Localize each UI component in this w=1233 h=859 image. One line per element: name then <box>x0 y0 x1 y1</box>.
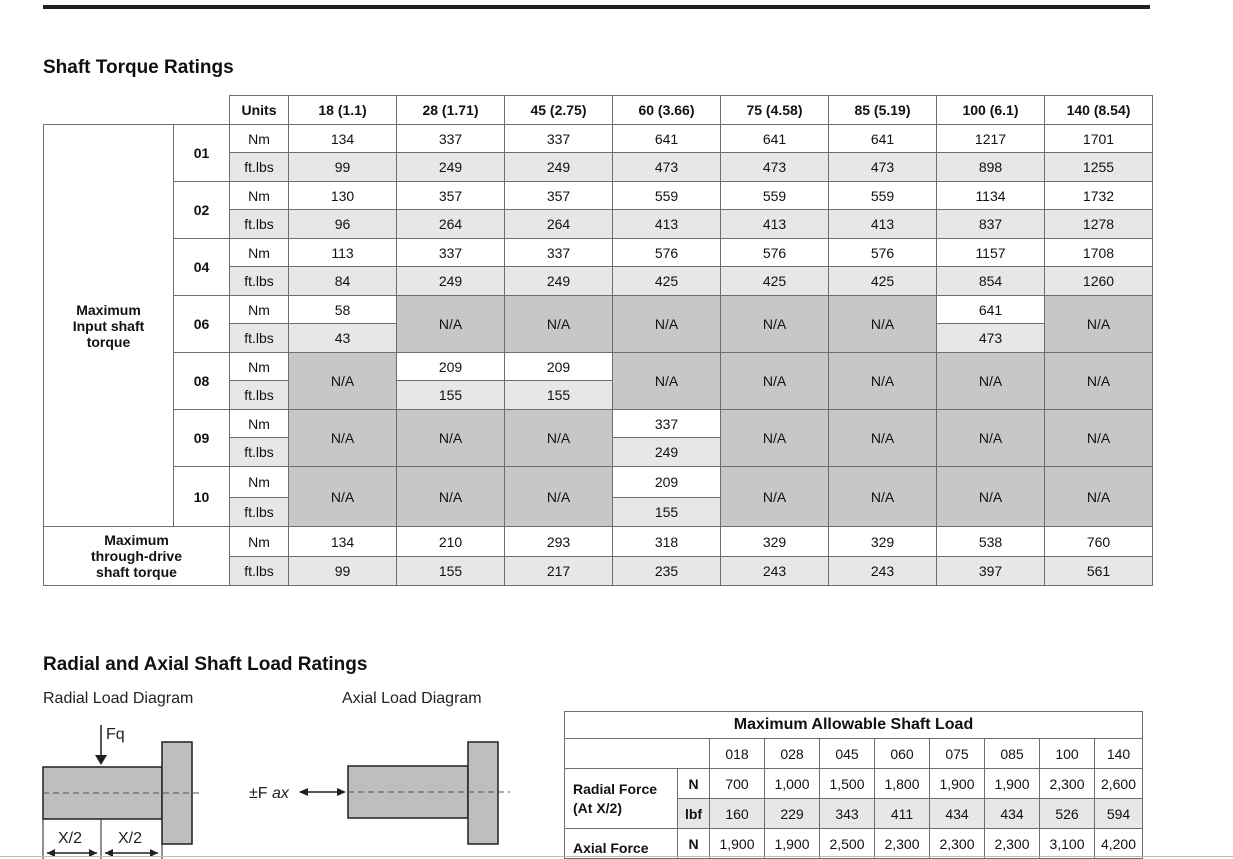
torque-value-nm: 337 <box>505 239 613 267</box>
shaft-code: 06 <box>174 296 230 353</box>
torque-value-ftlbs: 898 <box>937 153 1045 182</box>
torque-value-ftlbs: 249 <box>397 267 505 296</box>
through-value-ftlbs: 243 <box>829 557 937 586</box>
not-available-cell: N/A <box>505 467 613 527</box>
not-available-cell: N/A <box>289 353 397 410</box>
torque-value-ftlbs: 1260 <box>1045 267 1153 296</box>
torque-value-nm: 641 <box>613 125 721 153</box>
load-value: 434 <box>930 799 985 829</box>
unit-ftlbs: ft.lbs <box>230 210 289 239</box>
size-header: 28 (1.71) <box>397 96 505 125</box>
torque-value-nm: 1157 <box>937 239 1045 267</box>
load-row <box>565 769 1143 799</box>
not-available-cell: N/A <box>721 467 829 527</box>
section-title-loads: Radial and Axial Shaft Load Ratings <box>43 654 368 675</box>
unit-ftlbs: ft.lbs <box>230 557 289 586</box>
torque-value-ftlbs: 249 <box>505 267 613 296</box>
torque-value-nm: 641 <box>721 125 829 153</box>
through-row-nm <box>44 527 1153 557</box>
not-available-cell: N/A <box>937 467 1045 527</box>
load-value: 3,100 <box>1040 829 1095 859</box>
blank-corner <box>44 96 230 125</box>
torque-value-nm: 113 <box>289 239 397 267</box>
torque-value-ftlbs: 425 <box>613 267 721 296</box>
load-value: 2,300 <box>985 829 1040 859</box>
torque-value-ftlbs: 96 <box>289 210 397 239</box>
axial-flange <box>468 742 498 844</box>
load-header-blank <box>565 739 710 769</box>
torque-value-nm: 209 <box>505 353 613 381</box>
torque-row-nm <box>44 125 1153 153</box>
fax-arrow-head-right <box>337 788 346 796</box>
fax-label: ±F ax <box>249 785 289 802</box>
load-value: 2,600 <box>1095 769 1143 799</box>
load-title-row <box>565 712 1143 739</box>
not-available-cell: N/A <box>829 296 937 353</box>
shaft-code: 01 <box>174 125 230 182</box>
torque-row-nm <box>44 239 1153 267</box>
load-size-header: 018 <box>710 739 765 769</box>
torque-row-nm <box>44 296 1153 324</box>
axial-diagram-label: Axial Load Diagram <box>342 690 482 707</box>
x-half-label-left: X/2 <box>58 830 83 847</box>
not-available-cell: N/A <box>721 353 829 410</box>
torque-value-ftlbs: 413 <box>829 210 937 239</box>
torque-value-nm: 130 <box>289 182 397 210</box>
unit-ftlbs: ft.lbs <box>230 381 289 410</box>
load-value: 434 <box>985 799 1040 829</box>
through-value-nm: 293 <box>505 527 613 557</box>
torque-value-ftlbs: 837 <box>937 210 1045 239</box>
torque-value-ftlbs: 473 <box>721 153 829 182</box>
unit-ftlbs: ft.lbs <box>230 438 289 467</box>
torque-value-nm: 559 <box>613 182 721 210</box>
torque-value-ftlbs: 264 <box>505 210 613 239</box>
torque-value-ftlbs: 264 <box>397 210 505 239</box>
not-available-cell: N/A <box>829 353 937 410</box>
torque-value-nm: 1708 <box>1045 239 1153 267</box>
load-unit: N <box>678 829 710 859</box>
axial-force-label: Axial Force <box>565 829 678 859</box>
torque-value-ftlbs: 425 <box>721 267 829 296</box>
torque-value-ftlbs: 99 <box>289 153 397 182</box>
load-table-title: Maximum Allowable Shaft Load <box>565 712 1143 739</box>
not-available-cell: N/A <box>1045 296 1153 353</box>
not-available-cell: N/A <box>397 410 505 467</box>
torque-value-nm: 559 <box>829 182 937 210</box>
torque-value-nm: 1732 <box>1045 182 1153 210</box>
torque-value-nm: 1134 <box>937 182 1045 210</box>
load-value: 526 <box>1040 799 1095 829</box>
not-available-cell: N/A <box>289 467 397 527</box>
size-header: 18 (1.1) <box>289 96 397 125</box>
torque-value-nm: 576 <box>829 239 937 267</box>
not-available-cell: N/A <box>721 296 829 353</box>
load-value: 1,900 <box>985 769 1040 799</box>
torque-value-nm: 357 <box>505 182 613 210</box>
through-value-ftlbs: 217 <box>505 557 613 586</box>
through-value-nm: 538 <box>937 527 1045 557</box>
torque-value-ftlbs: 473 <box>613 153 721 182</box>
through-value-ftlbs: 235 <box>613 557 721 586</box>
torque-header-row <box>44 96 1153 125</box>
torque-value-ftlbs: 249 <box>397 153 505 182</box>
torque-value-ftlbs: 1255 <box>1045 153 1153 182</box>
size-header: 45 (2.75) <box>505 96 613 125</box>
torque-value-nm: 58 <box>289 296 397 324</box>
load-size-header: 140 <box>1095 739 1143 769</box>
load-size-header: 045 <box>820 739 875 769</box>
through-value-nm: 318 <box>613 527 721 557</box>
shaft-code: 08 <box>174 353 230 410</box>
torque-value-ftlbs: 1278 <box>1045 210 1153 239</box>
not-available-cell: N/A <box>397 296 505 353</box>
through-value-ftlbs: 561 <box>1045 557 1153 586</box>
unit-nm: Nm <box>230 239 289 267</box>
load-value: 700 <box>710 769 765 799</box>
through-value-nm: 210 <box>397 527 505 557</box>
through-value-ftlbs: 397 <box>937 557 1045 586</box>
load-value: 343 <box>820 799 875 829</box>
not-available-cell: N/A <box>937 410 1045 467</box>
torque-value-ftlbs: 84 <box>289 267 397 296</box>
load-header-row <box>565 739 1143 769</box>
size-header: 85 (5.19) <box>829 96 937 125</box>
load-diagrams <box>0 715 560 859</box>
not-available-cell: N/A <box>397 467 505 527</box>
shaft-code: 10 <box>174 467 230 527</box>
size-header: 140 (8.54) <box>1045 96 1153 125</box>
through-value-ftlbs: 155 <box>397 557 505 586</box>
load-value: 1,800 <box>875 769 930 799</box>
load-row <box>565 829 1143 859</box>
size-header: 60 (3.66) <box>613 96 721 125</box>
load-size-header: 028 <box>765 739 820 769</box>
torque-row-nm <box>44 410 1153 438</box>
torque-value-ftlbs: 854 <box>937 267 1045 296</box>
shaft-code: 09 <box>174 410 230 467</box>
unit-ftlbs: ft.lbs <box>230 324 289 353</box>
torque-value-nm: 337 <box>505 125 613 153</box>
torque-row-nm <box>44 182 1153 210</box>
load-value: 2,300 <box>1040 769 1095 799</box>
load-value: 411 <box>875 799 930 829</box>
fq-label: Fq <box>106 726 125 743</box>
torque-value-ftlbs: 413 <box>613 210 721 239</box>
through-value-nm: 134 <box>289 527 397 557</box>
section-title-torque: Shaft Torque Ratings <box>43 57 234 78</box>
load-value: 2,300 <box>930 829 985 859</box>
x-half-label-right: X/2 <box>118 830 143 847</box>
max-shaft-load-table <box>564 711 1143 859</box>
torque-value-nm: 1701 <box>1045 125 1153 153</box>
torque-value-nm: 337 <box>397 239 505 267</box>
fax-arrow-head-left <box>299 788 308 796</box>
page-bottom-edge <box>0 856 1233 857</box>
through-value-nm: 329 <box>829 527 937 557</box>
unit-ftlbs: ft.lbs <box>230 153 289 182</box>
unit-nm: Nm <box>230 527 289 557</box>
unit-nm: Nm <box>230 182 289 210</box>
size-header: 75 (4.58) <box>721 96 829 125</box>
torque-row-nm <box>44 353 1153 381</box>
torque-value-ftlbs: 473 <box>937 324 1045 353</box>
load-value: 1,500 <box>820 769 875 799</box>
axial-load-diagram <box>249 742 510 844</box>
through-value-nm: 760 <box>1045 527 1153 557</box>
units-header: Units <box>230 96 289 125</box>
shaft-code: 02 <box>174 182 230 239</box>
not-available-cell: N/A <box>1045 353 1153 410</box>
not-available-cell: N/A <box>937 353 1045 410</box>
through-value-ftlbs: 99 <box>289 557 397 586</box>
unit-nm: Nm <box>230 125 289 153</box>
torque-value-ftlbs: 413 <box>721 210 829 239</box>
not-available-cell: N/A <box>613 353 721 410</box>
max-through-torque-label: Maximum through-drive shaft torque <box>44 527 230 586</box>
unit-nm: Nm <box>230 410 289 438</box>
load-value: 4,200 <box>1095 829 1143 859</box>
torque-value-ftlbs: 249 <box>613 438 721 467</box>
shaft-torque-table <box>43 95 1153 586</box>
torque-value-ftlbs: 43 <box>289 324 397 353</box>
not-available-cell: N/A <box>289 410 397 467</box>
load-value: 1,900 <box>765 829 820 859</box>
shaft-code: 04 <box>174 239 230 296</box>
unit-nm: Nm <box>230 467 289 498</box>
not-available-cell: N/A <box>1045 467 1153 527</box>
not-available-cell: N/A <box>1045 410 1153 467</box>
load-unit: N <box>678 769 710 799</box>
not-available-cell: N/A <box>829 467 937 527</box>
torque-value-nm: 337 <box>397 125 505 153</box>
load-value: 1,000 <box>765 769 820 799</box>
not-available-cell: N/A <box>505 296 613 353</box>
torque-value-nm: 134 <box>289 125 397 153</box>
torque-value-ftlbs: 155 <box>505 381 613 410</box>
torque-value-ftlbs: 155 <box>613 498 721 527</box>
torque-value-nm: 357 <box>397 182 505 210</box>
torque-value-nm: 209 <box>397 353 505 381</box>
max-input-torque-label: Maximum Input shaft torque <box>44 125 174 527</box>
load-size-header: 085 <box>985 739 1040 769</box>
load-value: 1,900 <box>930 769 985 799</box>
size-header: 100 (6.1) <box>937 96 1045 125</box>
torque-row-nm <box>44 467 1153 498</box>
not-available-cell: N/A <box>505 410 613 467</box>
load-value: 229 <box>765 799 820 829</box>
torque-value-nm: 641 <box>937 296 1045 324</box>
not-available-cell: N/A <box>613 296 721 353</box>
torque-value-nm: 209 <box>613 467 721 498</box>
load-size-header: 060 <box>875 739 930 769</box>
top-rule <box>43 5 1150 9</box>
unit-nm: Nm <box>230 296 289 324</box>
unit-ftlbs: ft.lbs <box>230 267 289 296</box>
torque-value-ftlbs: 473 <box>829 153 937 182</box>
torque-value-ftlbs: 425 <box>829 267 937 296</box>
fq-arrow-head <box>95 755 107 765</box>
load-value: 160 <box>710 799 765 829</box>
torque-value-nm: 576 <box>721 239 829 267</box>
load-unit: lbf <box>678 799 710 829</box>
torque-value-nm: 1217 <box>937 125 1045 153</box>
through-value-ftlbs: 243 <box>721 557 829 586</box>
torque-value-ftlbs: 155 <box>397 381 505 410</box>
not-available-cell: N/A <box>721 410 829 467</box>
not-available-cell: N/A <box>829 410 937 467</box>
torque-value-nm: 337 <box>613 410 721 438</box>
radial-diagram-label: Radial Load Diagram <box>43 690 194 707</box>
load-value: 1,900 <box>710 829 765 859</box>
load-size-header: 100 <box>1040 739 1095 769</box>
load-value: 2,300 <box>875 829 930 859</box>
unit-ftlbs: ft.lbs <box>230 498 289 527</box>
through-value-nm: 329 <box>721 527 829 557</box>
torque-value-nm: 559 <box>721 182 829 210</box>
load-value: 2,500 <box>820 829 875 859</box>
load-size-header: 075 <box>930 739 985 769</box>
unit-nm: Nm <box>230 353 289 381</box>
radial-load-diagram <box>43 725 202 859</box>
radial-force-label: Radial Force (At X/2) <box>565 769 678 829</box>
load-value: 594 <box>1095 799 1143 829</box>
torque-value-nm: 641 <box>829 125 937 153</box>
torque-value-nm: 576 <box>613 239 721 267</box>
torque-value-ftlbs: 249 <box>505 153 613 182</box>
